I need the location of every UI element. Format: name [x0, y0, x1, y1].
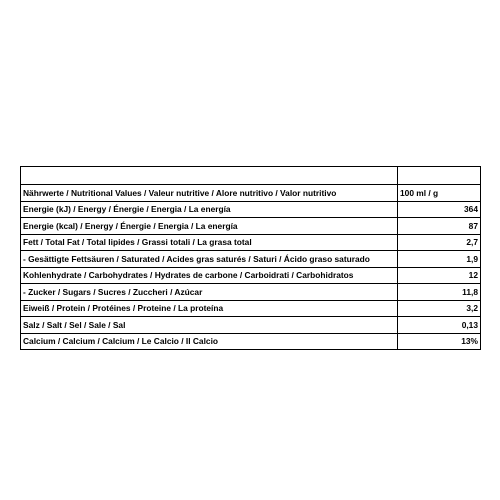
- table-blank-row: [21, 167, 481, 185]
- nutrient-value: 11,8: [398, 284, 481, 301]
- blank-value-cell: [398, 167, 481, 185]
- nutrient-value: 3,2: [398, 300, 481, 317]
- table-row: [21, 300, 481, 317]
- nutrient-value: 2,7: [398, 234, 481, 251]
- table-row: [21, 218, 481, 235]
- nutrient-value: 12: [398, 267, 481, 284]
- header-label-cell: Nährwerte / Nutritional Values / Valeur nutritive / Alore nutritivo / Valor nutritivo: [21, 185, 398, 202]
- nutrient-label: Salz / Salt / Sel / Sale / Sal: [21, 317, 398, 334]
- nutrient-label: Energie (kJ) / Energy / Énergie / Energia / La energía: [21, 201, 398, 218]
- nutrient-label: Calcium / Calcium / Calcium / Le Calcio / Il Calcio: [21, 333, 398, 350]
- table-row: [21, 251, 481, 268]
- table-row: [21, 333, 481, 350]
- table-row: [21, 317, 481, 334]
- nutrient-label: - Zucker / Sugars / Sucres / Zuccheri / Azúcar: [21, 284, 398, 301]
- nutrition-facts-table: [20, 166, 481, 350]
- table-row: [21, 234, 481, 251]
- nutrient-value: 0,13: [398, 317, 481, 334]
- nutrient-label: - Gesättigte Fettsäuren / Saturated / Acides gras saturés / Saturi / Ácido graso saturado: [21, 251, 398, 268]
- table-row: [21, 267, 481, 284]
- nutrient-value: 1,9: [398, 251, 481, 268]
- header-value-cell: 100 ml / g: [398, 185, 481, 202]
- table-row: [21, 284, 481, 301]
- table-header-row: [21, 185, 481, 202]
- nutrient-value: 87: [398, 218, 481, 235]
- nutrient-value: 13%: [398, 333, 481, 350]
- nutrient-label: Fett / Total Fat / Total lipides / Grassi totali / La grasa total: [21, 234, 398, 251]
- table-row: [21, 201, 481, 218]
- nutrient-label: Kohlenhydrate / Carbohydrates / Hydrates de carbone / Carboidrati / Carbohidratos: [21, 267, 398, 284]
- nutrient-label: Energie (kcal) / Energy / Énergie / Energia / La energía: [21, 218, 398, 235]
- nutrient-value: 364: [398, 201, 481, 218]
- nutrient-label: Eiweiß / Protein / Protéines / Proteine / La proteína: [21, 300, 398, 317]
- blank-label-cell: [21, 167, 398, 185]
